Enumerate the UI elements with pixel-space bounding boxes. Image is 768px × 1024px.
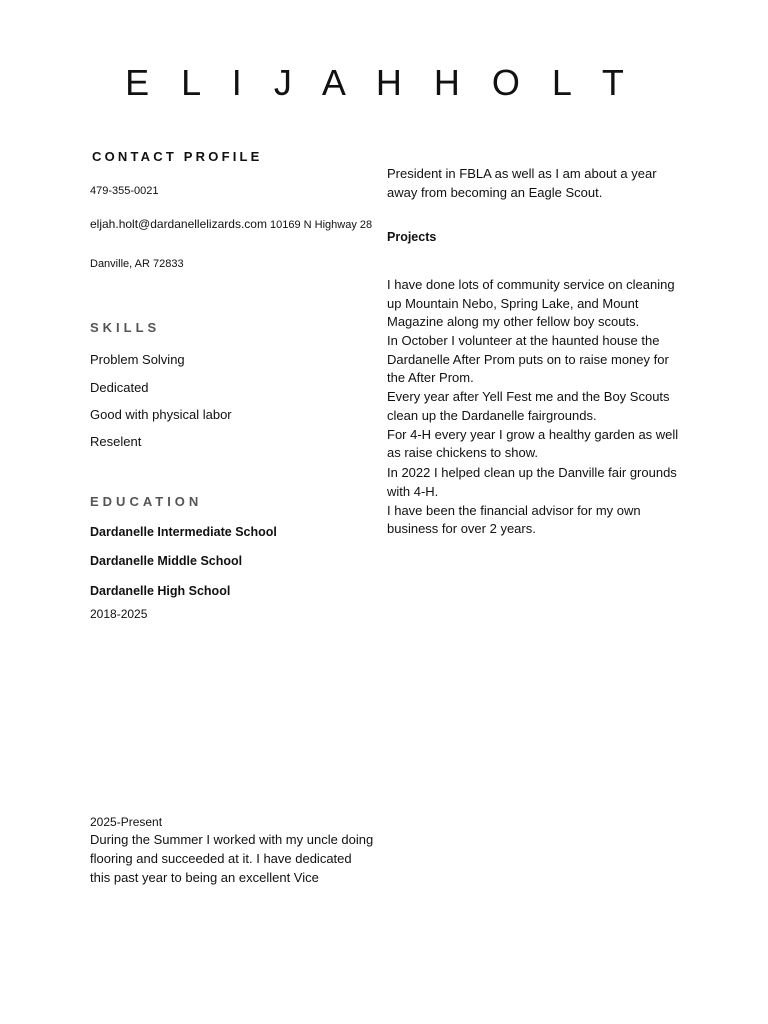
project-line: In October I volunteer at the haunted house the [387,333,660,348]
project-line: In 2022 I helped clean up the Danville fair grounds [387,465,677,480]
address-line-2: Danville, AR 72833 [90,258,184,270]
project-line: as raise chickens to show. [387,445,539,460]
school-name: Dardanelle High School [90,584,231,598]
skill-item: Reselent [90,434,142,449]
project-line: For 4-H every year I grow a healthy garden as well [387,427,679,442]
project-line: I have been the financial advisor for my own [387,503,641,518]
intro-line: away from becoming an Eagle Scout. [387,185,603,200]
project-line: up Mountain Nebo, Spring Lake, and Mount [387,296,639,311]
project-line: the After Prom. [387,370,474,385]
education-heading: EDUCATION [90,494,203,509]
experience-line: During the Summer I worked with my uncle doing [90,832,374,847]
email-address: eljah.holt@dardanellelizards.com [90,217,267,231]
phone-number: 479-355-0021 [90,185,159,197]
resume-name: E L I J A H H O L T [125,62,635,103]
projects-label: Projects [387,230,437,244]
skill-item: Problem Solving [90,352,185,367]
education-years: 2018-2025 [90,607,148,621]
skills-heading: SKILLS [90,320,161,335]
project-line: clean up the Dardanelle fairgrounds. [387,408,597,423]
skill-item: Dedicated [90,380,149,395]
address-line-1: 10169 N Highway 28 [270,219,373,231]
project-line: Every year after Yell Fest me and the Boy Scouts [387,389,670,404]
experience-line: this past year to being an excellent Vice [90,870,319,885]
project-line: Magazine along my other fellow boy scouts. [387,314,640,329]
school-name: Dardanelle Middle School [90,554,243,568]
experience-date: 2025-Present [90,815,163,829]
email-address-line [90,217,372,231]
school-name: Dardanelle Intermediate School [90,525,277,539]
project-line: Dardanelle After Prom puts on to raise money for [387,352,669,367]
skill-item: Good with physical labor [90,407,232,422]
project-line: I have done lots of community service on cleaning [387,277,675,292]
project-line: business for over 2 years. [387,521,536,536]
project-line: with 4-H. [387,484,439,499]
experience-line: flooring and succeeded at it. I have dedicated [90,851,352,866]
contact-heading: CONTACT PROFILE [92,149,263,164]
intro-line: President in FBLA as well as I am about a year [387,166,657,181]
